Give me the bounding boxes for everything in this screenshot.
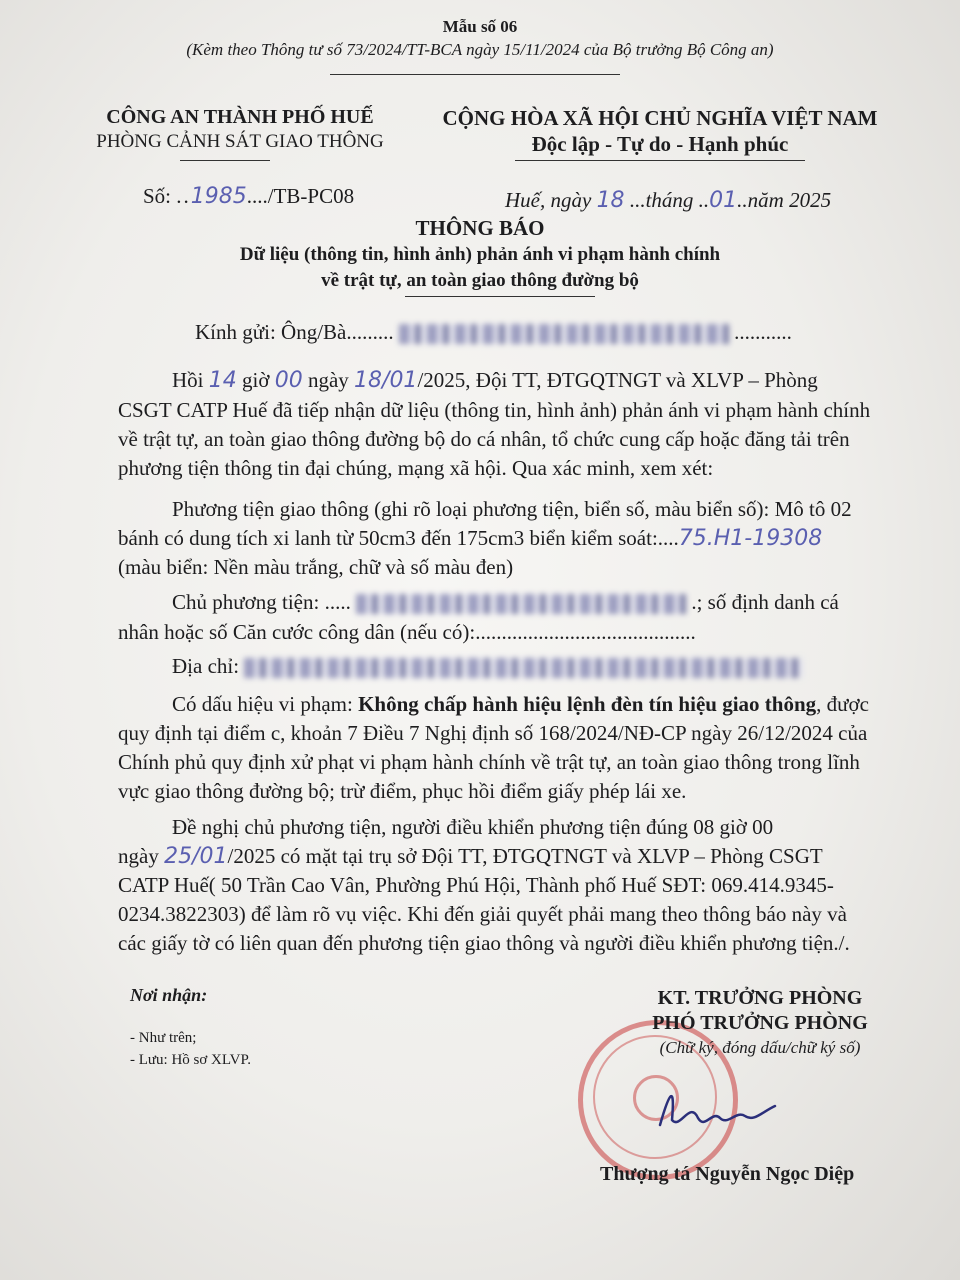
form-attachment: (Kèm theo Thông tư số 73/2024/TT-BCA ngày 15/11/2024 của Bộ trưởng Bộ Công an) [186, 40, 774, 59]
p2-line-1: Phương tiện giao thông (ghi rõ loại phương tiện, biển số, màu biển số): Mô tô 02 [172, 497, 852, 521]
request-line-5: các giấy tờ có liên quan đến phương tiện giao thông và người điều khiển phương tiện./. [118, 931, 850, 955]
nation-rule [515, 160, 805, 161]
p1-text-c: ngày [307, 368, 349, 392]
request-text-b: /2025 có mặt tại trụ sở Đội TT, ĐTGQTNGT và XLVP – Phòng CSGT [227, 844, 823, 868]
recipient-tail: ........... [734, 320, 792, 344]
recipients-item-2: - Lưu: Hồ sơ XLVP. [130, 1052, 251, 1068]
doc-number-suffix: /TB-PC08 [267, 184, 355, 208]
id-line: nhân hoặc số Căn cước công dân (nếu có):.......................................... [118, 620, 696, 644]
recipient [195, 318, 792, 346]
recipients-label: Nơi nhận: [130, 985, 208, 1005]
p1-minute: 00 [274, 368, 303, 393]
p1-date: 18/01 [354, 368, 418, 393]
p1-line-4: phương tiện thông tin đại chúng, mạng xã hội. Qua xác minh, xem xét: [118, 456, 714, 480]
p2-line-3: (màu biển: Nền màu trắng, chữ và số màu đen) [118, 555, 514, 579]
p2-text: bánh có dung tích xi lanh từ 50cm3 đến 175cm3 biển kiểm soát: [118, 526, 658, 550]
signature-title-1: KT. TRƯỞNG PHÒNG [657, 987, 863, 1009]
signer-name: Thượng tá Nguyễn Ngọc Diệp [600, 1163, 855, 1185]
notice-title: THÔNG BÁO [415, 216, 545, 240]
p1-text-b: giờ [242, 368, 270, 392]
recipients-item-1: - Như trên; [130, 1030, 197, 1046]
p2-line-2: bánh có dung tích xi lanh từ 50cm3 đến 175cm3 biển kiểm soát:....75.H1-19308 [118, 526, 823, 551]
p1-text-a: Hồi [172, 368, 204, 392]
issuer-agency: CÔNG AN THÀNH PHỐ HUẾ [106, 106, 374, 128]
request-line-2 [118, 842, 823, 871]
p1-line-1 [172, 366, 818, 395]
violation-line-2: quy định tại điểm c, khoản 7 Điều 7 Nghị định số 168/2024/NĐ-CP ngày 26/12/2024 của [118, 721, 868, 745]
notice-subtitle-2: về trật tự, an toàn giao thông đường bộ [321, 270, 639, 291]
handwritten-signature [650, 1080, 790, 1140]
date-month-label: tháng [645, 188, 694, 212]
owner-name-redacted [356, 594, 686, 614]
doc-number: Số: ..1985..../TB-PC08 [143, 184, 355, 209]
date-day: 18 [596, 188, 625, 213]
violation-text-b: , được [816, 692, 869, 716]
request-text-a: ngày [118, 844, 159, 868]
address-line [172, 652, 804, 680]
address-redacted [244, 658, 804, 678]
date-place: Huế, ngày [505, 188, 592, 212]
form-number: Mẫu số 06 [442, 17, 518, 36]
license-plate: 75.H1-19308 [678, 526, 823, 551]
signature-title-2: PHÓ TRƯỞNG PHÒNG [652, 1012, 868, 1034]
issuer-department: PHÒNG CẢNH SÁT GIAO THÔNG [96, 131, 384, 152]
issuer-rule [180, 160, 270, 161]
title-rule [405, 296, 595, 297]
issue-date: Huế, ngày 18 ...tháng ..01..năm 2025 [505, 188, 832, 213]
owner-label: Chủ phương tiện: ..... [172, 590, 351, 614]
violation-line-3: Chính phủ quy định xử phạt vi phạm hành chính về trật tự, an toàn giao thông trong lĩnh [118, 750, 860, 774]
request-line-3: CATP Huế( 50 Trần Cao Vân, Phường Phú Hội, Thành phố Huế SĐT: 069.414.9345- [118, 873, 834, 897]
recipient-name-redacted [399, 324, 729, 344]
date-year: năm 2025 [747, 188, 832, 212]
violation-line-1 [172, 690, 869, 718]
p1-hour: 14 [208, 368, 237, 393]
notice-subtitle-1: Dữ liệu (thông tin, hình ảnh) phản ánh vi phạm hành chính [239, 244, 721, 265]
date-month: 01 [709, 188, 738, 213]
violation-line-4: vực giao thông đường bộ; trừ điểm, phục hồi điểm giấy phép lái xe. [118, 779, 687, 803]
request-line-1: Đề nghị chủ phương tiện, người điều khiển phương tiện đúng 08 giờ 00 [172, 815, 774, 839]
request-line-4: 0234.3822303) để làm rõ vụ việc. Khi đến giải quyết phải mang theo thông báo này và [118, 902, 848, 926]
header-rule [330, 74, 620, 75]
owner-tail: .; số định danh cá [691, 590, 839, 614]
owner-line [172, 588, 839, 616]
p1-text-d: /2025, Đội TT, ĐTGQTNGT và XLVP – Phòng [417, 368, 818, 392]
nation-motto: Độc lập - Tự do - Hạnh phúc [531, 132, 789, 156]
doc-number-prefix: Số: [143, 184, 177, 208]
address-label: Địa chỉ: [172, 654, 240, 678]
violation-label: Có dấu hiệu vi phạm: [172, 692, 359, 716]
p1-line-3: về trật tự, an toàn giao thông đường bộ do cá nhân, tổ chức cung cấp hoặc đăng tải trên [118, 427, 850, 451]
nation-name: CỘNG HÒA XÃ HỘI CHỦ NGHĨA VIỆT NAM [442, 106, 878, 130]
recipient-label: Kính gửi: Ông/Bà......... [195, 320, 394, 344]
violation-description: Không chấp hành hiệu lệnh đèn tín hiệu giao thông [358, 692, 817, 716]
doc-number-handwritten: 1985 [190, 184, 247, 209]
signature-note: (Chữ ký, đóng dấu/chữ ký số) [659, 1038, 861, 1057]
request-date: 25/01 [164, 844, 228, 869]
p1-line-2: CSGT CATP Huế đã tiếp nhận dữ liệu (thông tin, hình ảnh) phản ánh vi phạm hành chính [118, 398, 871, 422]
